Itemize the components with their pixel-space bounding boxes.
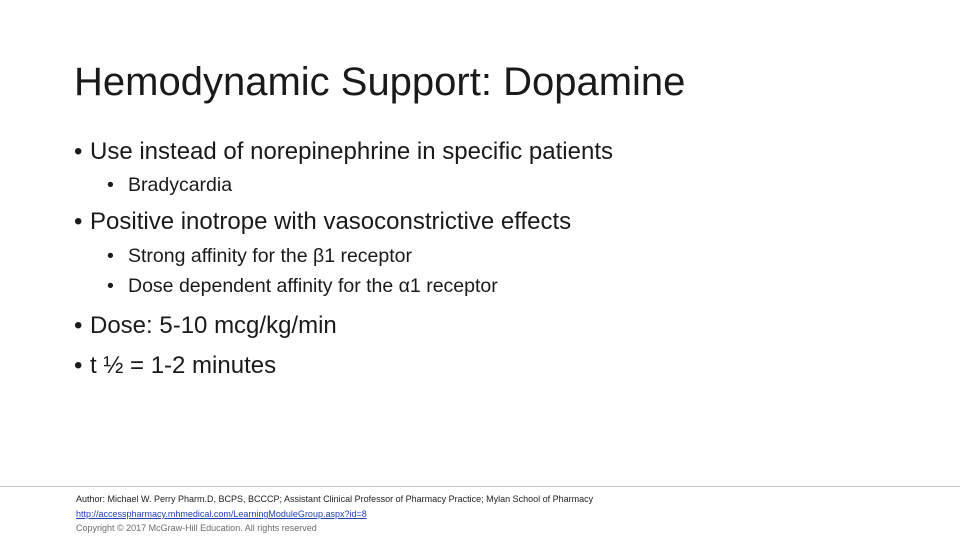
bullet-item bbox=[74, 207, 571, 237]
footer-link[interactable]: http://accesspharmacy.mhmedical.com/LearningModuleGroup.aspx?id=8 bbox=[76, 509, 367, 519]
bullet-item bbox=[74, 311, 337, 341]
footer-author: Author: Michael W. Perry Pharm.D, BCPS, BCCCP; Assistant Clinical Professor of Pharmacy Practice; Mylan School of Pharmacy bbox=[76, 494, 594, 504]
bullet-text: Positive inotrope with vasoconstrictive effects bbox=[90, 208, 572, 235]
footer-divider bbox=[0, 486, 960, 487]
sub-bullet-item bbox=[107, 172, 232, 198]
bullet-dot-icon: • bbox=[74, 138, 83, 165]
bullet-item bbox=[74, 137, 613, 167]
bullet-dot-icon: • bbox=[107, 174, 114, 196]
bullet-item bbox=[74, 351, 276, 381]
bullet-dot-icon: • bbox=[74, 312, 83, 339]
bullet-dot-icon: • bbox=[107, 275, 114, 297]
footer-copyright: Copyright © 2017 McGraw-Hill Education. All rights reserved bbox=[76, 523, 317, 533]
sub-bullet-item bbox=[107, 273, 498, 299]
sub-bullet-text: Dose dependent affinity for the α1 receptor bbox=[128, 275, 498, 297]
slide-title: Hemodynamic Support: Dopamine bbox=[74, 60, 686, 104]
bullet-dot-icon: • bbox=[74, 352, 83, 379]
bullet-dot-icon: • bbox=[107, 245, 114, 267]
sub-bullet-text: Strong affinity for the β1 receptor bbox=[128, 245, 413, 267]
bullet-dot-icon: • bbox=[74, 208, 83, 235]
bullet-text: Dose: 5-10 mcg/kg/min bbox=[90, 312, 337, 339]
sub-bullet-text: Bradycardia bbox=[128, 174, 233, 196]
bullet-text: Use instead of norepinephrine in specific patients bbox=[90, 138, 613, 165]
sub-bullet-item bbox=[107, 243, 412, 269]
bullet-text: t ½ = 1-2 minutes bbox=[90, 352, 277, 379]
